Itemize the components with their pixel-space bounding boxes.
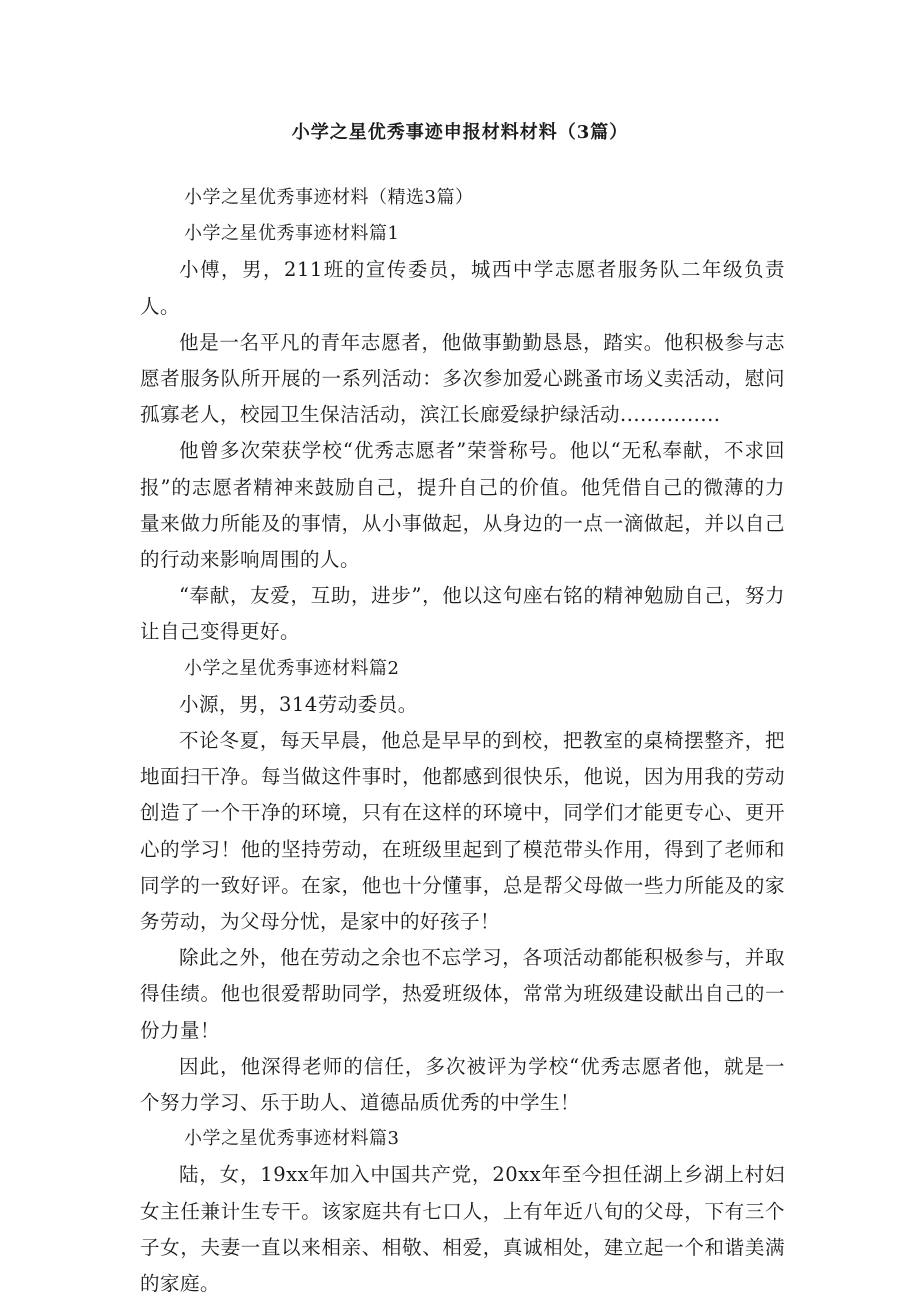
paragraph: “奉献，友爱，互助，进步”，他以这句座右铭的精神勉励自己，努力让自己变得更好。 <box>140 584 785 644</box>
paragraph: 因此，他深得老师的信任，多次被评为学校“优秀志愿者他，就是一个努力学习、乐于助人、道德品质优秀的中学生！ <box>140 1054 785 1115</box>
paragraph: 小傅，男，211班的宣传委员，城西中学志愿者服务队二年级负责人。 <box>140 258 785 318</box>
document-body <box>140 180 785 1302</box>
section-heading-1: 小学之星优秀事迹材料篇1 <box>184 223 400 245</box>
paragraph: 不论冬夏，每天早晨，他总是早早的到校，把教室的桌椅摆整齐，把地面扫干净。每当做这件事时，他都感到很快乐，他说，因为用我的劳动创造了一个干净的环境，只有在这样的环境中，同学们才能更专心、更开心的学习！他的坚持劳动，在班级里起到了模范带头作用，得到了老师和同学的一致好评。在家，他也十分懂事，总是帮父母做一些力所能及的家务劳动，为父母分忧，是家中的好孩子！ <box>140 729 785 934</box>
section-heading-2: 小学之星优秀事迹材料篇2 <box>184 657 400 679</box>
document-subtitle: 小学之星优秀事迹材料（精选3篇） <box>184 187 474 208</box>
paragraph: 他是一名平凡的青年志愿者，他做事勤勤恳恳，踏实。他积极参与志愿者服务队所开展的一系列活动：多次参加爱心跳蚤市场义卖活动，慰问孤寡老人，校园卫生保洁活动，滨江长廊爱绿护绿活动............... <box>140 330 785 427</box>
section-heading-3: 小学之星优秀事迹材料篇3 <box>184 1128 400 1150</box>
paragraph: 他曾多次荣获学校“优秀志愿者”荣誉称号。他以“无私奉献，不求回报”的志愿者精神来鼓励自己，提升自己的价值。他凭借自己的微薄的力量来做力所能及的事情，从小事做起，从身边的一点一滴做起，并以自己的行动来影响周围的人。 <box>140 439 785 572</box>
paragraph: 小源，男，314劳动委员。 <box>179 692 418 716</box>
document-title: 小学之星优秀事迹申报材料材料（3篇） <box>291 122 629 143</box>
paragraph: 除此之外，他在劳动之余也不忘学习，各项活动都能积极参与，并取得佳绩。他也很爱帮助同学，热爱班级体，常常为班级建设献出自己的一份力量！ <box>140 946 785 1042</box>
paragraph: 陆，女，19xx年加入中国共产党，20xx年至今担任湖上乡湖上村妇女主任兼计生专干。该家庭共有七口人，上有年近八旬的父母，下有三个子女，夫妻一直以来相亲、相敬、相爱，真诚相处，建立起一个和谐美满的家庭。 <box>140 1163 785 1296</box>
